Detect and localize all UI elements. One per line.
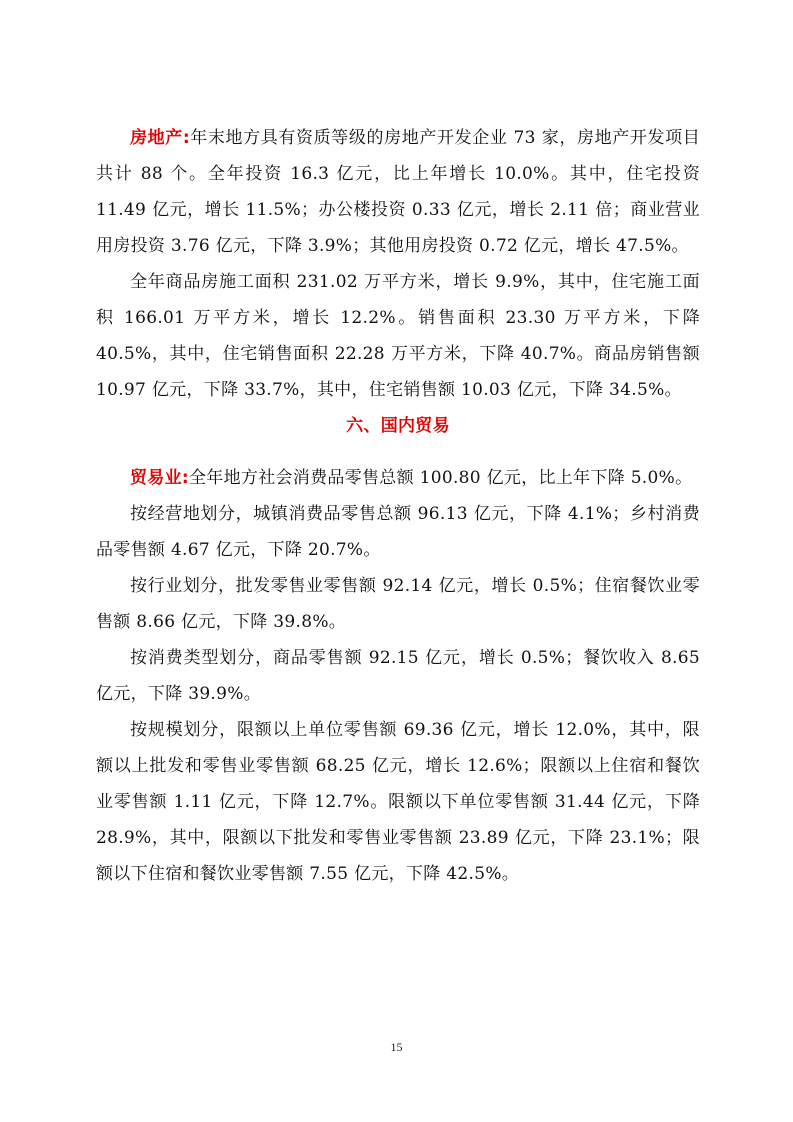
real-estate-sales-paragraph: 全年商品房施工面积 231.02 万平方米，增长 9.9%，其中，住宅施工面积 166.01 万平方米，增长 12.2%。销售面积 23.30 万平方米，下降 40.5%，其中，住宅销售面积 22.28 万平方米，下降 40.7%。商品房销售额 10.97 亿元，下降 33.7%，其中，住宅销售额 10.03 亿元，下降 34.5%。 [96,272,700,400]
trade-by-industry-paragraph: 按行业划分，批发零售业零售额 92.14 亿元，增长 0.5%；住宿餐饮业零售额 8.66 亿元，下降 39.8%。 [96,576,700,632]
trade-text-1: 全年地方社会消费品零售总额 100.80 亿元，比上年下降 5.0%。 [189,468,693,488]
trade-lead: 贸易业: [130,468,189,488]
trade-by-scale-paragraph: 按规模划分，限额以上单位零售额 69.36 亿元，增长 12.0%，其中，限额以上批发和零售业零售额 68.25 亿元，增长 12.6%；限额以上住宿和餐饮业零售额 1.11 亿元，下降 12.7%。限额以下单位零售额 31.44 亿元，下降 28.9%，其中，限额以下批发和零售业零售额 23.89 亿元，下降 23.1%；限额以下住宿和餐饮业零售额 7.55 亿元，下降 42.5%。 [96,720,700,884]
document-body [96,120,700,892]
real-estate-text-1: 年末地方具有资质等级的房地产开发企业 73 家，房地产开发项目共计 88 个。全年投资 16.3 亿元，比上年增长 10.0%。其中，住宅投资 11.49 亿元，增长 11.5%；办公楼投资 0.33 亿元，增长 2.11 倍；商业营业用房投资 3.76 亿元，下降 3.9%；其他用房投资 0.72 亿元，增长 47.5%。 [96,128,700,256]
section-heading-domestic-trade: 六、国内贸易 [346,416,450,436]
real-estate-paragraph [96,120,700,264]
trade-paragraph [96,460,700,496]
real-estate-lead: 房地产: [130,128,190,148]
page-number: 15 [390,1040,403,1054]
trade-by-location-paragraph: 按经营地划分，城镇消费品零售总额 96.13 亿元，下降 4.1%；乡村消费品零售额 4.67 亿元，下降 20.7%。 [96,504,700,560]
trade-by-consumption-paragraph: 按消费类型划分，商品零售额 92.15 亿元，增长 0.5%；餐饮收入 8.65 亿元，下降 39.9%。 [96,648,700,704]
